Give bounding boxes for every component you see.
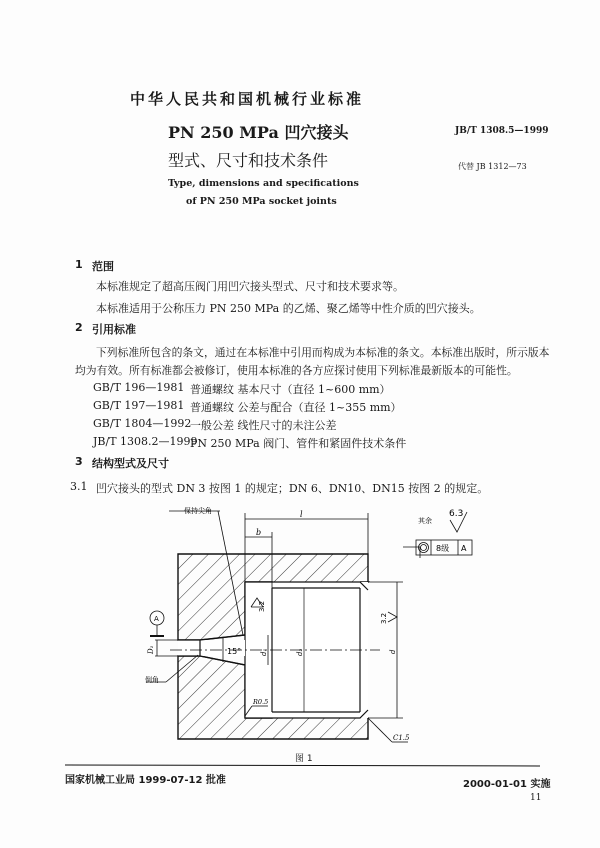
ref-code: JB/T 1308.2—1999 [93, 435, 198, 448]
section-3-num: 3 [75, 455, 83, 468]
radius-label: R0.5 [253, 698, 269, 706]
section-1-title: 范围 [92, 260, 114, 273]
roughness-1: 3.2 [258, 600, 266, 612]
standard-number: JB/T 1308.5—1999 [455, 126, 549, 136]
implementation-note: 2000-01-01 实施 [463, 779, 551, 790]
dim-l: l [300, 510, 303, 519]
ref-code: GB/T 1804—1992 [93, 417, 192, 430]
footer-rule [65, 765, 540, 766]
roughness-rest: 6.3 [449, 509, 464, 519]
datum-symbol: A [154, 615, 159, 623]
title-line1: PN 250 MPa 凹穴接头 [168, 123, 349, 142]
dim-d1: d₁ [260, 648, 268, 656]
clause-3-1-num: 3.1 [70, 480, 88, 493]
issuing-org: 中华人民共和国机械行业标准 [130, 90, 365, 108]
title-en2: of PN 250 MPa socket joints [186, 196, 337, 207]
title-en1: Type, dimensions and specifications [168, 178, 359, 189]
roughness-2: 3.2 [380, 612, 388, 624]
dim-D1: D₁ [147, 645, 155, 654]
dim-d2: d₂ [296, 648, 304, 656]
ref-title: 普通螺纹 公差与配合（直径 1~355 mm） [190, 401, 402, 414]
chamfer-label: C1.5 [393, 734, 410, 742]
ref-title: 一般公差 线性尺寸的未注公差 [190, 419, 337, 432]
section-1-num: 1 [75, 258, 83, 271]
ref-title: 普通螺纹 基本尺寸（直径 1~600 mm） [190, 383, 391, 396]
dim-d: d [389, 649, 397, 654]
title-line2: 型式、尺寸和技术条件 [168, 151, 329, 170]
section-2-title: 引用标准 [92, 323, 136, 336]
approval-note: 国家机械工业局 1999-07-12 批准 [65, 775, 226, 786]
tolerance-grade: 8级 [436, 544, 450, 553]
section-1-p1: 本标准规定了超高压阀门用凹穴接头型式、尺寸和技术要求等。 [96, 280, 404, 293]
section-2-p1b: 均为有效。所有标准都会被修订，使用本标准的各方应探讨使用下列标准最新版本的可能性。 [75, 364, 518, 377]
page-number: 11 [530, 793, 542, 803]
figure-caption: 图 1 [295, 754, 313, 764]
label-rest: 其余 [418, 517, 432, 525]
section-2-p1a: 下列标准所包含的条文，通过在本标准中引用而构成为本标准的条文。本标准出版时，所示版本 [96, 346, 550, 359]
clause-3-1: 凹穴接头的型式 DN 3 按图 1 的规定；DN 6、DN10、DN15 按图 2 的规定。 [96, 482, 489, 495]
replaces-note: 代替 JB 1312—73 [458, 162, 527, 171]
ref-code: GB/T 196—1981 [93, 381, 185, 394]
section-1-p2: 本标准适用于公称压力 PN 250 MPa 的乙烯、聚乙烯等中性介质的凹穴接头。 [96, 302, 481, 315]
label-chamfer: 倒角 [145, 676, 159, 684]
ref-code: GB/T 197—1981 [93, 399, 185, 412]
section-2-num: 2 [75, 321, 83, 334]
cone-angle: 15° [227, 647, 242, 656]
dim-b: b [256, 528, 262, 537]
label-keep-sharp: 保持尖角 [184, 507, 212, 515]
section-3-title: 结构型式及尺寸 [92, 457, 169, 470]
ref-title: PN 250 MPa 阀门、管件和紧固件技术条件 [190, 437, 407, 450]
datum-ref: A [461, 544, 467, 553]
